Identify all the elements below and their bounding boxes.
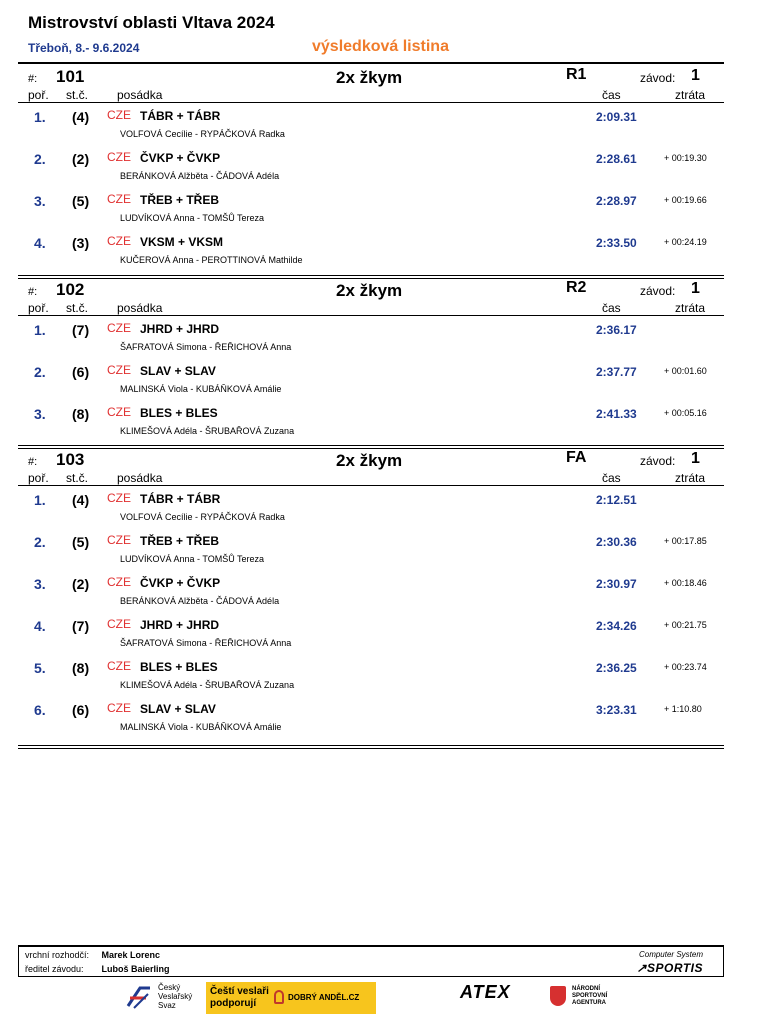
- result-rank: 4.: [34, 618, 46, 634]
- result-nation: CZE: [107, 491, 131, 505]
- result-athletes: MALINSKÁ Viola - KUBÁŇKOVÁ Amálie: [120, 384, 282, 394]
- result-club: JHRD + JHRD: [140, 618, 220, 632]
- result-rank: 4.: [34, 235, 46, 251]
- result-athletes: KLIMEŠOVÁ Adéla - ŠRUBAŘOVÁ Zuzana: [120, 680, 295, 690]
- nsa-line-3: AGENTURA: [572, 1000, 606, 1006]
- banner-line-2: podporují: [210, 998, 257, 1009]
- referee-label: vrchní rozhodčí:: [25, 950, 90, 960]
- result-lane: (2): [72, 576, 90, 592]
- race-hash-label: #:: [28, 456, 38, 468]
- officials-footer: [18, 945, 724, 977]
- result-club: TŘEB + TŘEB: [140, 193, 220, 207]
- result-rank: 1.: [34, 322, 46, 338]
- col-gap-header: ztráta: [675, 301, 706, 315]
- result-nation: CZE: [107, 234, 131, 248]
- sportis-logo-icon: ↗: [636, 961, 648, 975]
- result-lane: (4): [72, 492, 90, 508]
- race-phase: FA: [566, 449, 587, 466]
- race-header: [18, 277, 724, 315]
- result-rank: 6.: [34, 702, 46, 718]
- result-gap: + 00:23.74: [664, 662, 707, 672]
- result-row: [18, 696, 724, 738]
- col-rank-header: poř.: [28, 301, 49, 315]
- result-athletes: ŠAFRATOVÁ Simona - ŘEŘICHOVÁ Anna: [120, 342, 292, 352]
- nsa-logo: [550, 982, 630, 1014]
- banner-right-text: DOBRÝ ANDĚL.CZ: [288, 993, 360, 1002]
- csvs-line-3: Svaz: [158, 1001, 176, 1010]
- result-time: 2:28.97: [596, 194, 637, 208]
- result-club: ČVKP + ČVKP: [140, 576, 221, 590]
- result-lane: (7): [72, 322, 90, 338]
- col-rank-header: poř.: [28, 88, 49, 102]
- result-rank: 1.: [34, 492, 46, 508]
- race-header: [18, 64, 724, 102]
- race-number: 102: [56, 280, 85, 299]
- result-time: 2:30.97: [596, 577, 637, 591]
- result-club: TÁBR + TÁBR: [140, 492, 221, 506]
- result-row: [18, 654, 724, 696]
- rowing-union-icon: [126, 984, 152, 1010]
- result-lane: (6): [72, 364, 90, 380]
- race-phase: R2: [566, 279, 587, 296]
- result-nation: CZE: [107, 405, 131, 419]
- result-time: 2:41.33: [596, 407, 637, 421]
- race-phase: R1: [566, 66, 587, 83]
- col-crew-header: posádka: [117, 301, 163, 315]
- result-gap: + 00:24.19: [664, 237, 707, 247]
- heat-number: 1: [691, 67, 700, 84]
- result-time: 2:33.50: [596, 236, 637, 250]
- heat-number: 1: [691, 280, 700, 297]
- result-rank: 3.: [34, 406, 46, 422]
- result-time: 2:37.77: [596, 365, 637, 379]
- result-club: TÁBR + TÁBR: [140, 109, 221, 123]
- result-lane: (8): [72, 406, 90, 422]
- result-time: 2:34.26: [596, 619, 637, 633]
- result-gap: + 00:19.30: [664, 153, 707, 163]
- result-nation: CZE: [107, 575, 131, 589]
- result-lane: (6): [72, 702, 90, 718]
- result-time: 2:09.31: [596, 110, 637, 124]
- result-rank: 3.: [34, 193, 46, 209]
- result-athletes: BERÁNKOVÁ Alžběta - ČÁDOVÁ Adéla: [120, 596, 280, 606]
- result-row: [18, 612, 724, 654]
- result-row: [18, 145, 724, 187]
- heat-number: 1: [691, 450, 700, 467]
- result-nation: CZE: [107, 533, 131, 547]
- result-time: 2:36.25: [596, 661, 637, 675]
- sponsor-strip: [120, 982, 620, 1014]
- result-lane: (8): [72, 660, 90, 676]
- result-nation: CZE: [107, 363, 131, 377]
- result-time: 2:12.51: [596, 493, 637, 507]
- result-lane: (2): [72, 151, 90, 167]
- heat-label: závod:: [640, 454, 676, 468]
- result-athletes: LUDVÍKOVÁ Anna - TOMŠŮ Tereza: [120, 213, 265, 223]
- result-athletes: BERÁNKOVÁ Alžběta - ČÁDOVÁ Adéla: [120, 171, 280, 181]
- result-time: 3:23.31: [596, 703, 637, 717]
- result-rank: 2.: [34, 534, 46, 550]
- col-time-header: čas: [602, 301, 621, 315]
- col-rank-header: poř.: [28, 471, 49, 485]
- race-name: 2x žkym: [336, 68, 403, 87]
- result-nation: CZE: [107, 321, 131, 335]
- atex-logo: ATEX: [460, 982, 511, 1002]
- result-time: 2:36.17: [596, 323, 637, 337]
- result-rank: 1.: [34, 109, 46, 125]
- system-name-text: SPORTIS: [647, 961, 703, 975]
- lion-shield-icon: [550, 986, 566, 1006]
- race-number: 101: [56, 67, 85, 86]
- angel-icon: [274, 990, 284, 1004]
- result-athletes: VOLFOVÁ Cecílie - RYPÁČKOVÁ Radka: [120, 512, 285, 522]
- race-section: [18, 277, 724, 442]
- result-gap: + 00:17.85: [664, 536, 707, 546]
- result-athletes: ŠAFRATOVÁ Simona - ŘEŘICHOVÁ Anna: [120, 638, 292, 648]
- result-row: [18, 400, 724, 442]
- result-nation: CZE: [107, 192, 131, 206]
- result-athletes: MALINSKÁ Viola - KUBÁŇKOVÁ Amálie: [120, 722, 282, 732]
- result-gap: + 00:19.66: [664, 195, 707, 205]
- result-athletes: VOLFOVÁ Cecílie - RYPÁČKOVÁ Radka: [120, 129, 285, 139]
- result-nation: CZE: [107, 108, 131, 122]
- race-section: [18, 64, 724, 271]
- nsa-line-1: NÁRODNÍ: [572, 986, 600, 992]
- result-athletes: LUDVÍKOVÁ Anna - TOMŠŮ Tereza: [120, 554, 265, 564]
- result-rank: 3.: [34, 576, 46, 592]
- result-club: SLAV + SLAV: [140, 364, 216, 378]
- col-gap-header: ztráta: [675, 88, 706, 102]
- result-lane: (5): [72, 193, 90, 209]
- director-label: ředitel závodu:: [25, 964, 84, 974]
- result-time: 2:30.36: [596, 535, 637, 549]
- director-row: [25, 964, 170, 974]
- race-hash-label: #:: [28, 73, 38, 85]
- csvs-logo: [126, 982, 196, 1014]
- result-club: JHRD + JHRD: [140, 322, 220, 336]
- banner-line-1: Čeští veslaři: [210, 986, 269, 997]
- col-time-header: čas: [602, 88, 621, 102]
- result-lane: (3): [72, 235, 90, 251]
- result-nation: CZE: [107, 617, 131, 631]
- result-gap: + 00:01.60: [664, 366, 707, 376]
- result-lane: (5): [72, 534, 90, 550]
- result-club: SLAV + SLAV: [140, 702, 216, 716]
- result-gap: + 00:18.46: [664, 578, 707, 588]
- result-rank: 2.: [34, 364, 46, 380]
- result-gap: + 1:10.80: [664, 704, 702, 714]
- result-row: [18, 316, 724, 358]
- page-title: Mistrovství oblasti Vltava 2024: [28, 13, 275, 32]
- result-gap: + 00:21.75: [664, 620, 707, 630]
- col-lane-header: st.č.: [66, 301, 89, 315]
- result-club: ČVKP + ČVKP: [140, 151, 221, 165]
- result-nation: CZE: [107, 701, 131, 715]
- result-club: TŘEB + TŘEB: [140, 534, 220, 548]
- race-header: [18, 447, 724, 485]
- result-club: VKSM + VKSM: [140, 235, 224, 249]
- col-lane-header: st.č.: [66, 471, 89, 485]
- result-row: [18, 103, 724, 145]
- race-name: 2x žkym: [336, 281, 403, 300]
- result-club: BLES + BLES: [140, 406, 218, 420]
- result-gap: + 00:05.16: [664, 408, 707, 418]
- result-lane: (7): [72, 618, 90, 634]
- result-rank: 5.: [34, 660, 46, 676]
- system-name: [636, 961, 703, 975]
- result-row: [18, 358, 724, 400]
- result-row: [18, 570, 724, 612]
- referee-name: Marek Lorenc: [101, 950, 161, 960]
- result-row: [18, 486, 724, 528]
- col-crew-header: posádka: [117, 471, 163, 485]
- race-section: [18, 447, 724, 738]
- race-number: 103: [56, 450, 85, 469]
- col-time-header: čas: [602, 471, 621, 485]
- result-nation: CZE: [107, 659, 131, 673]
- csvs-line-2: Veslařský: [158, 992, 193, 1001]
- result-athletes: KUČEROVÁ Anna - PEROTTINOVÁ Mathilde: [120, 255, 303, 265]
- document-type: výsledková listina: [312, 38, 449, 55]
- race-hash-label: #:: [28, 286, 38, 298]
- result-nation: CZE: [107, 150, 131, 164]
- heat-label: závod:: [640, 284, 676, 298]
- col-gap-header: ztráta: [675, 471, 706, 485]
- race-name: 2x žkym: [336, 451, 403, 470]
- system-label: Computer System: [638, 950, 703, 959]
- result-lane: (4): [72, 109, 90, 125]
- nsa-line-2: SPORTOVNÍ: [572, 993, 608, 999]
- result-athletes: KLIMEŠOVÁ Adéla - ŠRUBAŘOVÁ Zuzana: [120, 426, 295, 436]
- closing-divider: [18, 745, 724, 749]
- heat-label: závod:: [640, 71, 676, 85]
- result-row: [18, 229, 724, 271]
- referee-row: [25, 950, 160, 960]
- result-row: [18, 528, 724, 570]
- csvs-line-1: Český: [158, 983, 181, 992]
- col-lane-header: st.č.: [66, 88, 89, 102]
- result-row: [18, 187, 724, 229]
- result-time: 2:28.61: [596, 152, 637, 166]
- result-club: BLES + BLES: [140, 660, 218, 674]
- dobry-andel-banner: [206, 982, 376, 1014]
- result-rank: 2.: [34, 151, 46, 167]
- col-crew-header: posádka: [117, 88, 163, 102]
- director-name: Luboš Baierling: [101, 964, 170, 974]
- place-date: Třeboň, 8.- 9.6.2024: [28, 41, 140, 55]
